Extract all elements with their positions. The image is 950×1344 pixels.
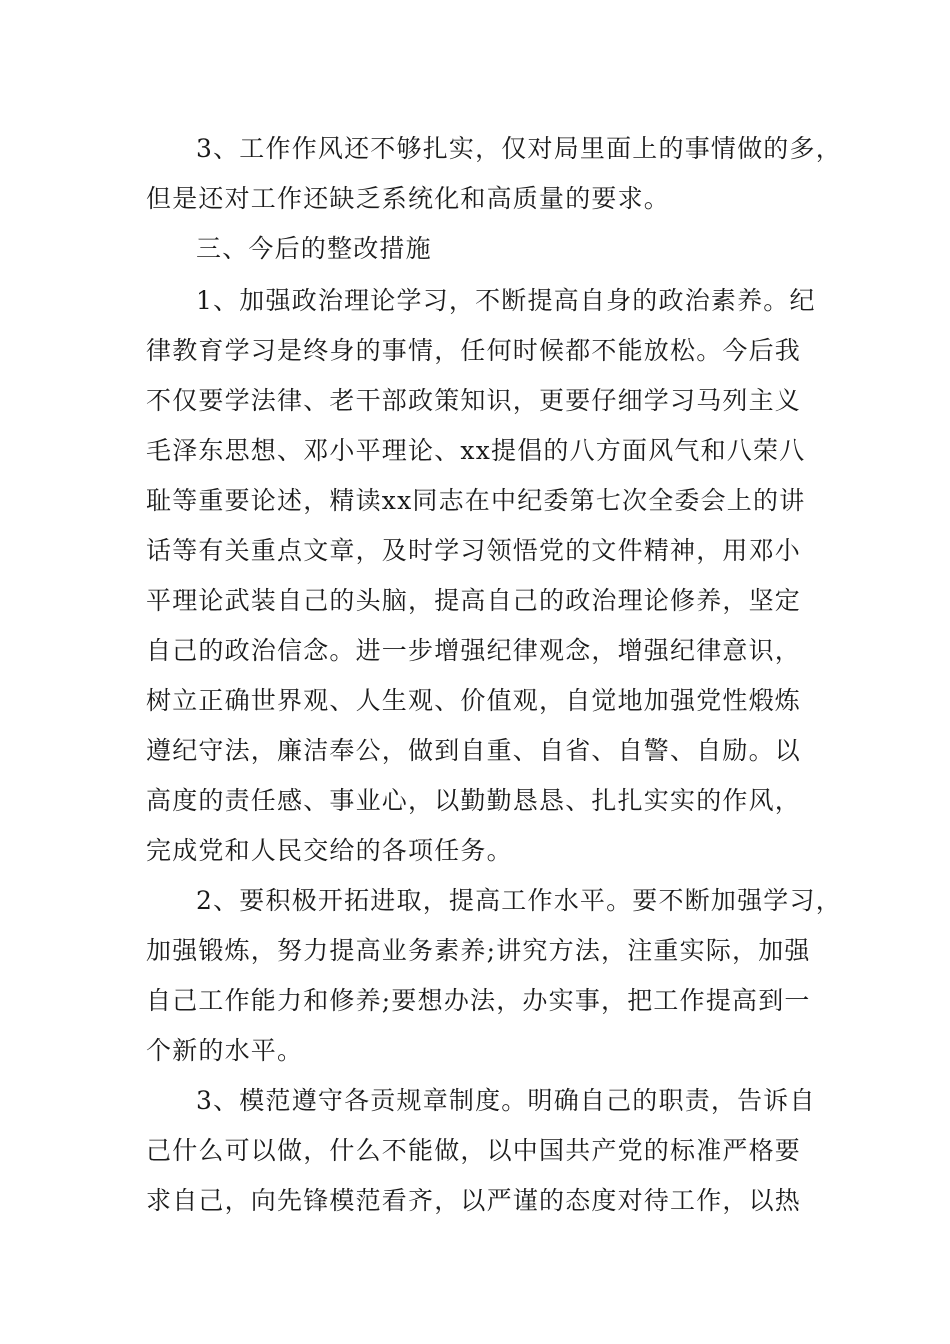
paragraph-line: 己什么可以做，什么不能做，以中国共产党的标准严格要 — [146, 1136, 802, 1165]
paragraph-line: 树立正确世界观、人生观、价值观，自觉地加强党性煅炼 — [146, 686, 802, 715]
paragraph-line: 3、工作作风还不够扎实，仅对局里面上的事情做的多， — [196, 134, 842, 163]
paragraph-line: 但是还对工作还缺乏系统化和高质量的要求。 — [146, 184, 671, 213]
paragraph-line: 2、要积极开拓进取，提高工作水平。要不断加强学习， — [196, 886, 842, 915]
paragraph-line: 高度的责任感、事业心，以勤勤恳恳、扎扎实实的作风， — [146, 786, 802, 815]
paragraph-line: 耻等重要论述，精读xx同志在中纪委第七次全委会上的讲 — [146, 486, 806, 515]
paragraph-line: 完成党和人民交给的各项任务。 — [146, 836, 513, 865]
paragraph-line: 毛泽东思想、邓小平理论、xx提倡的八方面风气和八荣八 — [146, 436, 806, 465]
paragraph-line: 3、模范遵守各贡规章制度。明确自己的职责，告诉自 — [196, 1086, 816, 1115]
paragraph-line: 遵纪守法，廉洁奉公，做到自重、自省、自警、自励。以 — [146, 736, 802, 765]
paragraph-line: 自己的政治信念。进一步增强纪律观念，增强纪律意识， — [146, 636, 802, 665]
paragraph-line: 求自己，向先锋模范看齐，以严谨的态度对待工作，以热 — [146, 1186, 802, 1215]
paragraph-line: 平理论武装自己的头脑，提高自己的政治理论修养，坚定 — [146, 586, 802, 615]
paragraph-line: 加强锻炼，努力提高业务素养;讲究方法，注重实际，加强 — [146, 936, 811, 965]
paragraph-line: 自己工作能力和修养;要想办法，办实事，把工作提高到一 — [146, 986, 811, 1015]
paragraph-line: 话等有关重点文章，及时学习领悟党的文件精神，用邓小 — [146, 536, 802, 565]
section-heading: 三、今后的整改措施 — [196, 234, 432, 263]
paragraph-line: 个新的水平。 — [146, 1036, 304, 1065]
paragraph-line: 1、加强政治理论学习，不断提高自身的政治素养。纪 — [196, 286, 816, 315]
paragraph-line: 不仅要学法律、老干部政策知识，更要仔细学习马列主义 — [146, 386, 802, 415]
paragraph-line: 律教育学习是终身的事情，任何时候都不能放松。今后我 — [146, 336, 802, 365]
